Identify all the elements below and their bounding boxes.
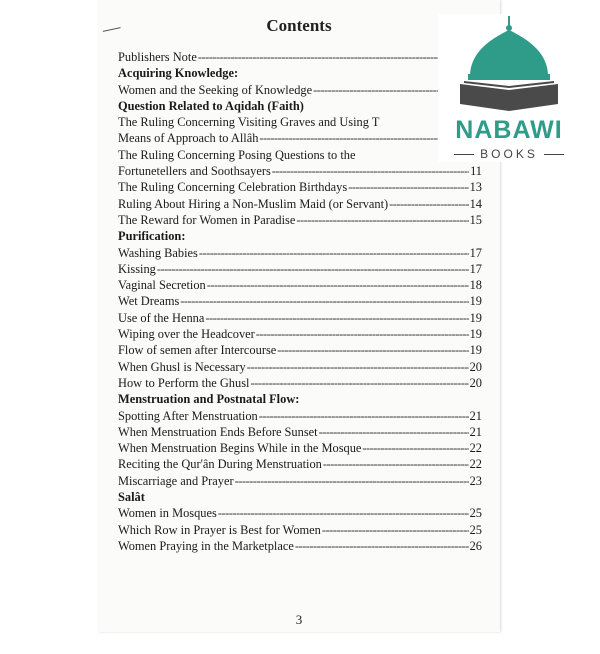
toc-leader-dashes	[259, 408, 469, 424]
toc-section-heading	[118, 391, 482, 407]
toc-page-number: 13	[469, 180, 482, 195]
toc-entry-label: The Ruling Concerning Visiting Graves and Using T	[118, 115, 380, 130]
toc-leader-dashes	[207, 277, 469, 293]
toc-leader-dashes	[157, 261, 469, 277]
logo-name: NABAWI	[455, 116, 563, 144]
toc-entry	[118, 408, 482, 424]
toc-leader-dashes	[256, 326, 469, 342]
toc-entry-label: The Ruling Concerning Celebration Birthdays	[118, 180, 348, 195]
toc-leader-dashes	[205, 310, 468, 326]
toc-leader-dashes	[218, 505, 469, 521]
toc-entry	[118, 179, 482, 195]
toc-entry-label: Means of Approach to Allâh	[118, 131, 259, 146]
toc-entry	[118, 147, 482, 163]
toc-entry	[118, 538, 482, 554]
toc-leader-dashes	[319, 424, 469, 440]
toc-entry	[118, 293, 482, 309]
toc-entry-label: Acquiring Knowledge:	[118, 66, 239, 81]
toc-entry-label: Women Praying in the Marketplace	[118, 538, 294, 553]
toc-page-number: 11	[470, 164, 482, 179]
toc-entry	[118, 212, 482, 228]
toc-leader-dashes	[348, 179, 468, 195]
toc-page-number: 19	[469, 327, 482, 342]
toc-entry-label: Question Related to Aqidah (Faith)	[118, 98, 304, 113]
toc-page-number: 19	[469, 343, 482, 358]
logo-subtitle: BOOKS	[438, 147, 580, 161]
toc-page-number: 15	[469, 212, 482, 227]
toc-page-number: 25	[469, 506, 482, 521]
toc-page-number: 19	[469, 294, 482, 309]
toc-page-number: 25	[469, 522, 482, 537]
toc-entry	[118, 473, 482, 489]
toc-entry-label: When Menstruation Begins While in the Mosque	[118, 441, 362, 456]
toc-entry	[118, 130, 482, 146]
toc-entry-label: Fortunetellers and Soothsayers	[118, 164, 271, 179]
toc-entry-label: Women in Mosques	[118, 506, 217, 521]
toc-leader-dashes	[277, 342, 468, 358]
toc-entry-label: Ruling About Hiring a Non-Muslim Maid (or Servant)	[118, 196, 389, 211]
toc-entry	[118, 505, 482, 521]
toc-entry	[118, 261, 482, 277]
toc-entry-label: Kissing	[118, 261, 156, 276]
toc-page-number: 20	[469, 375, 482, 390]
toc-entry	[118, 82, 482, 98]
toc-leader-dashes	[199, 245, 469, 261]
toc-entry-label: Miscarriage and Prayer	[118, 473, 234, 488]
toc-leader-dashes	[295, 538, 469, 554]
toc-entry	[118, 49, 482, 65]
toc-entry-label: When Ghusl is Necessary	[118, 359, 246, 374]
toc-page-number: 22	[469, 457, 482, 472]
toc-entry	[118, 326, 482, 342]
toc-entry-label: Washing Babies	[118, 245, 198, 260]
toc-entry	[118, 196, 482, 212]
toc-page-number: 17	[469, 245, 482, 260]
table-of-contents	[118, 49, 482, 554]
toc-entry-label: Spotting After Menstruation	[118, 408, 258, 423]
toc-leader-dashes	[247, 359, 469, 375]
toc-section-heading	[118, 489, 482, 505]
toc-entry	[118, 342, 482, 358]
toc-page-number: 23	[469, 473, 482, 488]
toc-entry-label: Women and the Seeking of Knowledge	[118, 82, 313, 97]
toc-entry	[118, 114, 482, 130]
toc-section-heading	[118, 228, 482, 244]
toc-entry	[118, 522, 482, 538]
toc-leader-dashes	[272, 163, 469, 179]
toc-page-number: 19	[469, 310, 482, 325]
toc-entry	[118, 245, 482, 261]
page-title: Contents	[266, 16, 332, 35]
nabawi-books-logo	[438, 14, 580, 162]
toc-entry-label: Reciting the Qur'ân During Menstruation	[118, 457, 322, 472]
toc-leader-dashes	[323, 456, 469, 472]
toc-leader-dashes	[296, 212, 468, 228]
toc-entry	[118, 163, 482, 179]
toc-entry-label: Menstruation and Postnatal Flow:	[118, 392, 300, 407]
toc-entry-label: Vaginal Secretion	[118, 278, 206, 293]
toc-entry-label: Which Row in Prayer is Best for Women	[118, 522, 321, 537]
toc-page-number: 22	[469, 441, 482, 456]
toc-section-heading	[118, 65, 482, 81]
toc-entry	[118, 440, 482, 456]
toc-entry	[118, 424, 482, 440]
toc-entry	[118, 456, 482, 472]
toc-entry	[118, 310, 482, 326]
toc-entry-label: Wet Dreams	[118, 294, 180, 309]
toc-leader-dashes	[235, 473, 469, 489]
toc-entry-label: Salât	[118, 490, 145, 505]
toc-leader-dashes	[389, 196, 468, 212]
toc-entry-label: Wiping over the Headcover	[118, 327, 255, 342]
toc-entry	[118, 359, 482, 375]
toc-page-number: 26	[469, 538, 482, 553]
toc-page-number: 20	[469, 359, 482, 374]
toc-entry-label: How to Perform the Ghusl	[118, 375, 250, 390]
toc-entry-label: Flow of semen after Intercourse	[118, 343, 277, 358]
toc-leader-dashes	[322, 522, 469, 538]
toc-page-number: 18	[469, 278, 482, 293]
toc-leader-dashes	[362, 440, 468, 456]
toc-section-heading	[118, 98, 482, 114]
toc-entry-label: The Reward for Women in Paradise	[118, 212, 296, 227]
toc-entry-label: Use of the Henna	[118, 310, 205, 325]
toc-leader-dashes	[180, 293, 468, 309]
toc-entry	[118, 375, 482, 391]
toc-page-number: 21	[469, 408, 482, 423]
page-number: 3	[295, 612, 303, 627]
toc-page-number: 14	[469, 196, 482, 211]
dome-book-icon	[438, 14, 580, 114]
toc-entry-label: When Menstruation Ends Before Sunset	[118, 424, 318, 439]
toc-entry	[118, 277, 482, 293]
toc-entry-label: Publishers Note	[118, 50, 197, 64]
toc-entry-label: The Ruling Concerning Posing Questions to the	[118, 147, 356, 162]
toc-leader-dashes	[250, 375, 468, 391]
toc-entry-label: Purification:	[118, 229, 186, 244]
toc-page-number: 17	[469, 261, 482, 276]
toc-page-number: 21	[469, 424, 482, 439]
